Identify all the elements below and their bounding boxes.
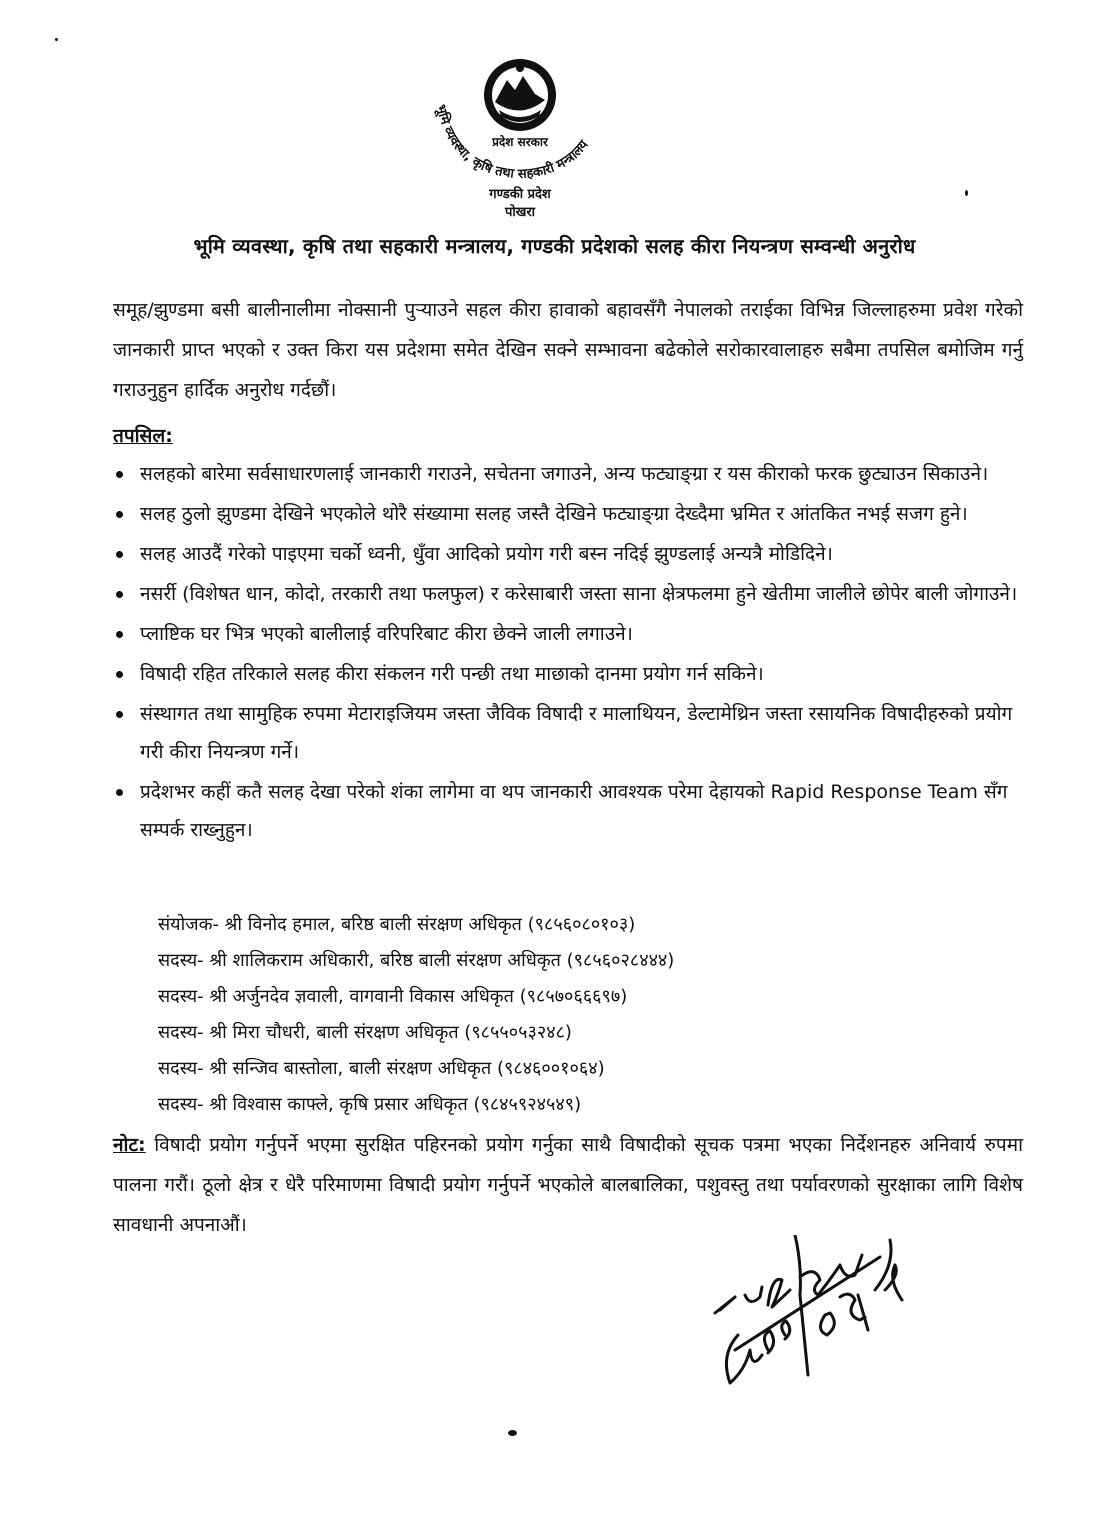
scan-speck — [508, 1430, 517, 1436]
note-label: नोट: — [113, 1134, 146, 1156]
details-heading: तपसिल: — [113, 425, 173, 447]
list-item-text: विषादी रहित तरिकाले सलह कीरा संकलन गरी पन्छी तथा माछाको दानमा प्रयोग गर्न सकिने। — [140, 663, 764, 685]
rapid-response-team-list — [158, 907, 674, 1123]
scan-speck — [55, 38, 58, 41]
list-item-text: सलह आउदैं गरेको पाइएमा चर्को ध्वनी, धुँवा आदिको प्रयोग गरी बस्न नदिई झुण्डलाई अन्यत्रै मोडिदिने। — [140, 543, 833, 565]
bullet-icon — [116, 671, 123, 678]
list-item — [113, 655, 1023, 693]
team-member: सदस्य- श्री अर्जुनदेव ज्ञवाली, वागवानी विकास अधिकृत (९८५७०६६६९७) — [158, 986, 628, 1007]
note-text: विषादी प्रयोग गर्नुपर्ने भएमा सुरक्षित पहिरनको प्रयोग गर्नुका साथै विषादीको सूचक पत्रमा भएका निर्देशनहरु अनिवार्य रुपमा पालना गरौं। ठूलो क्षेत्र र धेरै परिमाणमा विषादी प्रयोग गर्नुपर्ने भएकोले बालबालिका, पशुवस्तु तथा पर्यावरणको सुरक्षाका लागि विशेष सावधानी अपनाऔं। — [113, 1134, 1023, 1236]
seal-line-3: पोखरा — [504, 205, 536, 220]
list-item-text: नसर्री (विशेषत धान, कोदो, तरकारी तथा फलफुल) र करेसाबारी जस्ता साना क्षेत्रफलमा हुने खेतीमा जालीले छोपेर बाली जोगाउने। — [140, 583, 1018, 605]
document-title: भूमि व्यवस्था, कृषि तथा सहकारी मन्त्रालय, गण्डकी प्रदेशको सलह कीरा नियन्त्रण सम्वन्धी अनुरोध — [193, 234, 916, 258]
team-member: सदस्य- श्री विश्वास काफ्ले, कृषि प्रसार अधिकृत (९८४५९२४५४९) — [158, 1094, 582, 1115]
list-item-text: संस्थागत तथा सामुहिक रुपमा मेटाराइजियम जस्ता जैविक विषादी र मालाथियन, डेल्टामेथ्रिन जस्ता रसायनिक विषादीहरुको प्रयोग गरी कीरा नियन्त्रण गर्ने। — [140, 703, 1013, 763]
list-item — [113, 575, 1023, 613]
list-item-text: सलहको बारेमा सर्वसाधारणलाई जानकारी गराउने, सचेतना जगाउने, अन्य फट्याङ्ग्रा र यस कीराको फरक छुट्याउन सिकाउने। — [140, 463, 989, 485]
emblem-icon — [484, 59, 556, 131]
team-member-coordinator: संयोजक- श्री विनोद हमाल, बरिष्ठ बाली संरक्षण अधिकृत (९८५६०८०१०३) — [158, 914, 636, 935]
bullet-icon — [116, 591, 123, 598]
bullet-icon — [116, 551, 123, 558]
list-item — [113, 535, 1023, 573]
ministry-seal-logo — [415, 50, 625, 220]
list-item-text: प्लाष्टिक घर भित्र भएको बालीलाई वरिपरिबाट कीरा छेक्ने जाली लगाउने। — [140, 623, 633, 645]
recommendation-list — [113, 455, 1023, 851]
bullet-icon — [116, 471, 123, 478]
team-member: सदस्य- श्री मिरा चौधरी, बाली संरक्षण अधिकृत (९८५५०५३२४८) — [158, 1022, 572, 1043]
list-item-text: प्रदेशभर कहीं कतै सलह देखा परेको शंका लागेमा वा थप जानकारी आवश्यक परेमा देहायको Rapid Response Team सँग सम्पर्क राख्नुहुन। — [140, 781, 1008, 841]
list-item — [113, 495, 1023, 533]
note-paragraph — [113, 1125, 1023, 1245]
scan-speck — [965, 190, 968, 196]
bullet-icon — [116, 789, 123, 796]
seal-arc-text: भूमि व्यवस्था, कृषि तथा सहकारी मन्त्रालय — [432, 103, 592, 183]
list-item — [113, 455, 1023, 493]
list-item — [113, 773, 1023, 849]
intro-paragraph: समूह/झुण्डमा बसी बालीनालीमा नोक्सानी पुऱ्याउने सहल कीरा हावाको बहावसँगै नेपालको तराईका विभिन्न जिल्लाहरुमा प्रवेश गरेको जानकारी प्राप्त भएको र उक्त किरा यस प्रदेशमा समेत देखिन सक्ने सम्भावना बढेकोले सरोकारवालाहरु सबैमा तपसिल बमोजिम गर्नु गराउनुहुन हार्दिक अनुरोध गर्दछौं। — [113, 299, 1023, 401]
handwritten-signature — [690, 1235, 940, 1405]
team-member: सदस्य- श्री सन्जिव बास्तोला, बाली संरक्षण अधिकृत (९८४६००१०६४) — [158, 1058, 605, 1079]
list-item — [113, 695, 1023, 771]
seal-line-2: गण्डकी प्रदेश — [489, 187, 551, 202]
bullet-icon — [116, 631, 123, 638]
list-item-text: सलह ठुलो झुण्डमा देखिने भएकोले थोरै संख्यामा सलह जस्तै देखिने फट्याङ्ग्रा देख्दैमा भ्रमित र आंतकित नभई सजग हुने। — [140, 503, 968, 525]
bullet-icon — [116, 511, 123, 518]
team-member: सदस्य- श्री शालिकराम अधिकारी, बरिष्ठ बाली संरक्षण अधिकृत (९८५६०२८४४४) — [158, 950, 675, 971]
bullet-icon — [116, 711, 123, 718]
seal-line-1: प्रदेश सरकार — [492, 135, 548, 149]
list-item — [113, 615, 1023, 653]
